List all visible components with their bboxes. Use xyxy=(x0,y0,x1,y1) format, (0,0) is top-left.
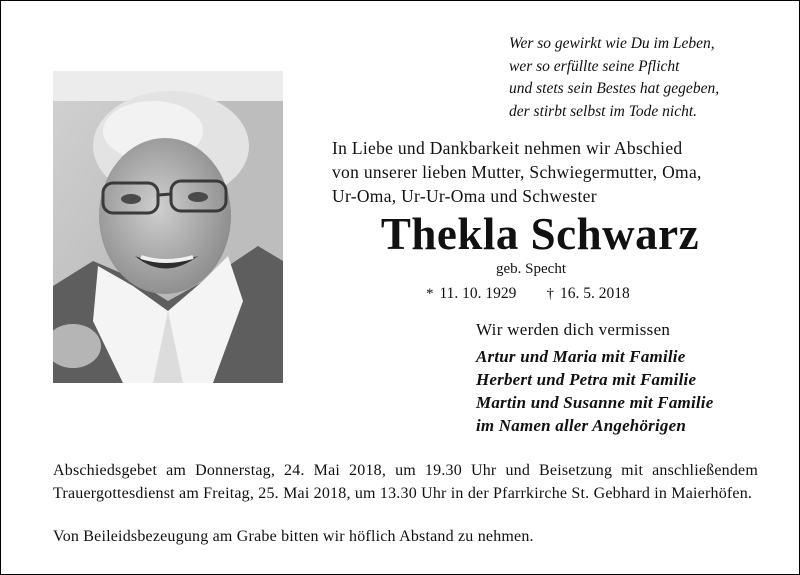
deceased-name: Thekla Schwarz xyxy=(380,209,700,259)
mourner-line: im Namen aller Angehörigen xyxy=(476,416,687,435)
mourners-heading: Wir werden dich vermissen xyxy=(476,320,671,339)
condolence-request: Von Beileidsbezeugung am Grabe bitten wir höflich Abstand zu nehmen. xyxy=(53,528,534,545)
intro-line: In Liebe und Dankbarkeit nehmen wir Abschied xyxy=(332,138,683,158)
poem-line: der stirbt selbst im Tode nicht. xyxy=(509,102,698,120)
portrait-photo xyxy=(53,71,283,383)
birth-symbol: * xyxy=(426,286,434,302)
poem-line: wer so erfüllte seine Pflicht xyxy=(509,57,680,75)
intro-text xyxy=(332,136,782,208)
death-date: 16. 5. 2018 xyxy=(559,285,630,302)
birth-date: 11. 10. 1929 xyxy=(439,285,517,302)
mourner-line: Herbert und Petra mit Familie xyxy=(476,370,697,389)
poem-line: und stets sein Bestes hat gegeben, xyxy=(509,80,720,97)
mourner-line: Artur und Maria mit Familie xyxy=(476,347,686,366)
intro-line: Ur-Oma, Ur-Ur-Oma und Schwester xyxy=(332,186,597,206)
mourners-list xyxy=(476,345,713,437)
maiden-name: geb. Specht xyxy=(496,261,566,277)
life-dates xyxy=(426,284,630,304)
poem xyxy=(509,33,789,123)
intro-line: von unserer lieben Mutter, Schwiegermutter, Oma, xyxy=(332,162,702,182)
service-details: Abschiedsgebet am Donnerstag, 24. Mai 2018, um 19.30 Uhr und Beisetzung mit anschließendem Trauergottesdienst am Freitag, 25. Mai 2018, um 13.30 Uhr in der Pfarrkirche St. Gebhard in Maierhöfen. xyxy=(53,462,758,502)
portrait-illustration xyxy=(53,71,283,383)
mourner-line: Martin und Susanne mit Familie xyxy=(476,393,714,412)
poem-line: Wer so gewirkt wie Du im Leben, xyxy=(509,35,715,52)
death-symbol: † xyxy=(546,286,554,302)
